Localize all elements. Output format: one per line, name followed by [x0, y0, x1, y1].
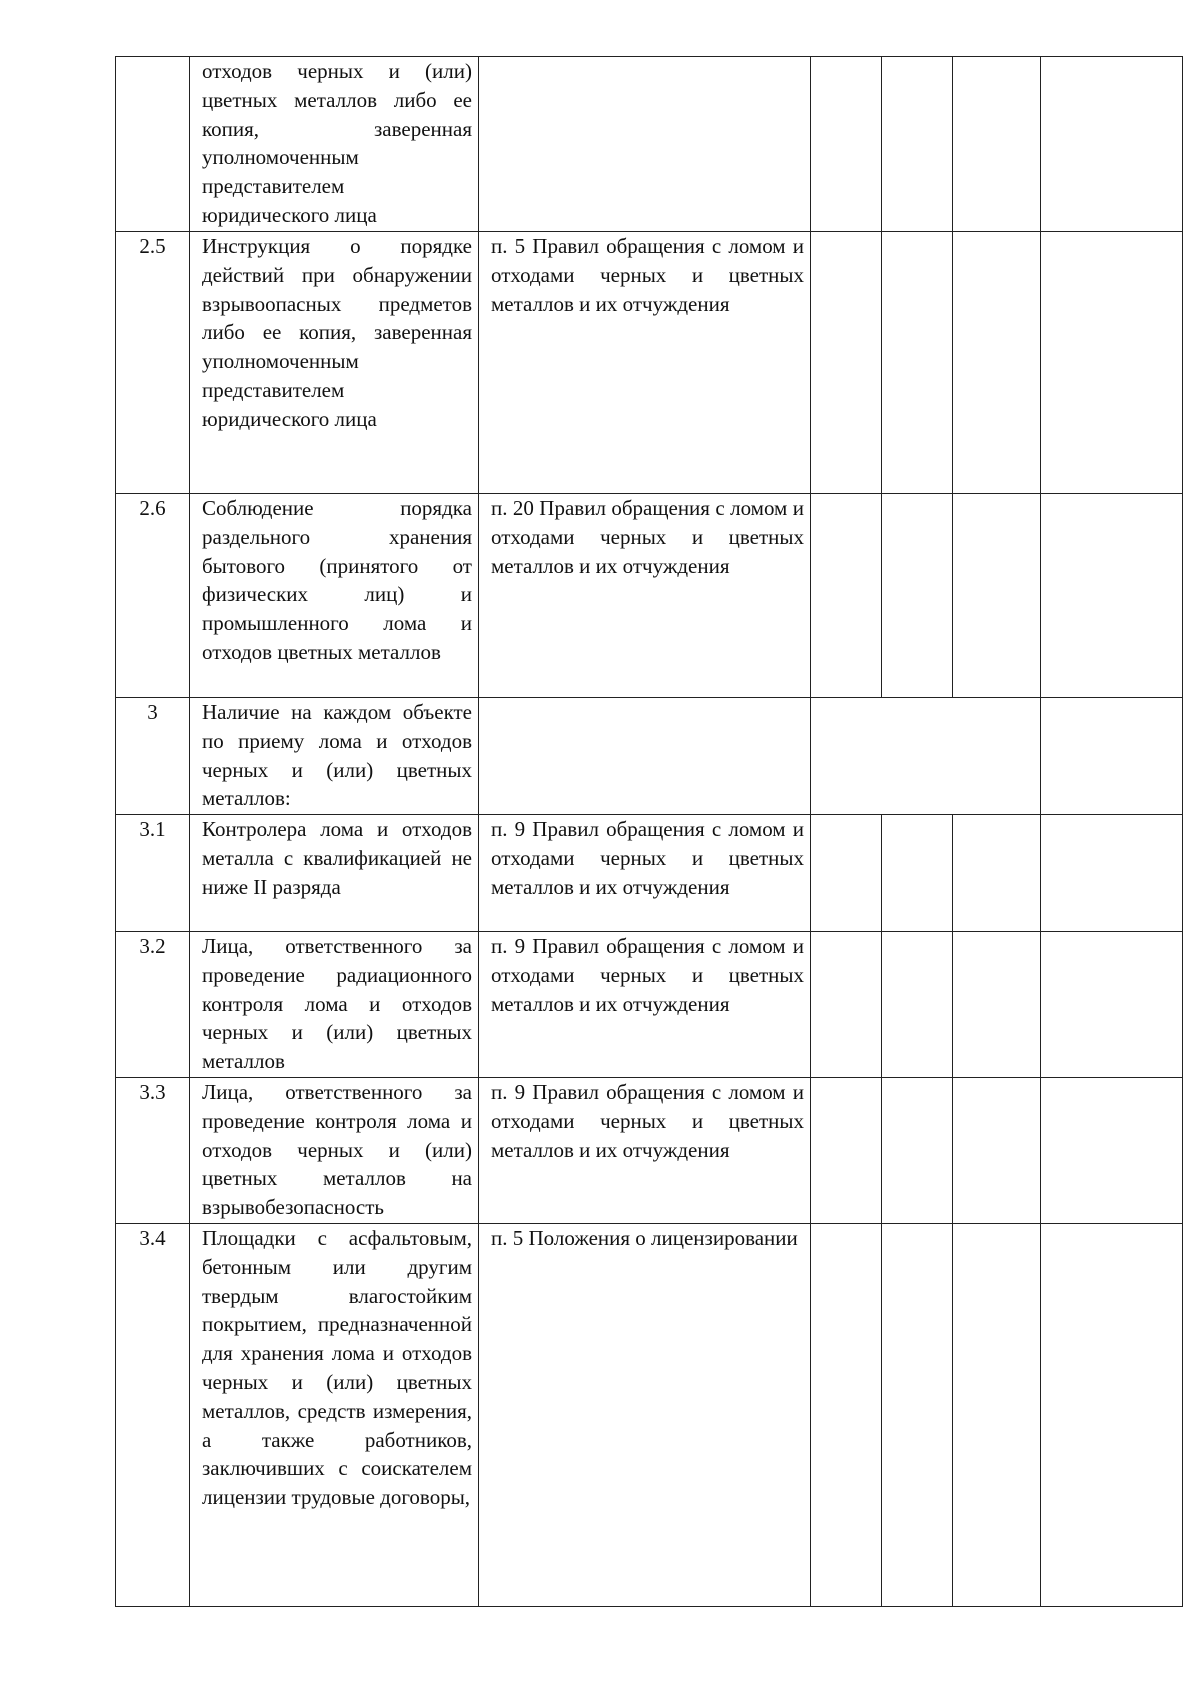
answer-cell	[882, 1224, 953, 1607]
requirement-cell	[190, 932, 479, 1078]
answer-cell	[882, 57, 953, 232]
answer-cell	[882, 494, 953, 698]
merged-answer-cell	[811, 698, 1041, 815]
table-row	[116, 494, 1183, 698]
reference-text: п. 5 Правил обращения с ломом и отходами черных и цветных металлов и их отчуждения	[491, 234, 804, 316]
row-number: 3.4	[116, 1224, 190, 1607]
answer-cell	[882, 1078, 953, 1224]
section-row	[116, 698, 1183, 815]
answer-cell	[953, 232, 1041, 494]
answer-cell	[811, 57, 882, 232]
answer-cell	[953, 1078, 1041, 1224]
requirement-text: Лица, ответственного за проведение контроля лома и отходов черных и (или) цветных металлов на взрывобезопасность	[202, 1080, 472, 1220]
comment-cell	[1041, 494, 1183, 698]
requirement-text: отходов черных и (или) цветных металлов либо ее копия, заверенная уполномоченным представителем юридического лица	[202, 59, 472, 227]
reference-text: п. 9 Правил обращения с ломом и отходами черных и цветных металлов и их отчуждения	[491, 934, 804, 1016]
requirement-cell	[190, 57, 479, 232]
table-row	[116, 815, 1183, 932]
table-row	[116, 932, 1183, 1078]
answer-cell	[811, 1078, 882, 1224]
comment-cell	[1041, 57, 1183, 232]
requirement-cell	[190, 494, 479, 698]
reference-cell	[479, 232, 811, 494]
reference-text: п. 5 Положения о лицензировании	[491, 1226, 798, 1250]
answer-cell	[953, 57, 1041, 232]
row-number: 2.5	[116, 232, 190, 494]
row-number: 3.3	[116, 1078, 190, 1224]
reference-text: п. 20 Правил обращения с ломом и отходами черных и цветных металлов и их отчуждения	[491, 496, 804, 578]
reference-cell	[479, 698, 811, 815]
reference-cell	[479, 932, 811, 1078]
reference-cell	[479, 57, 811, 232]
row-number: 2.6	[116, 494, 190, 698]
answer-cell	[811, 1224, 882, 1607]
row-number	[116, 57, 190, 232]
answer-cell	[882, 232, 953, 494]
reference-cell	[479, 1224, 811, 1607]
answer-cell	[811, 494, 882, 698]
comment-cell	[1041, 232, 1183, 494]
answer-cell	[882, 932, 953, 1078]
reference-cell	[479, 494, 811, 698]
answer-cell	[953, 494, 1041, 698]
requirement-text: Наличие на каждом объекте по приему лома и отходов черных и (или) цветных металлов:	[202, 700, 472, 811]
requirement-cell	[190, 1224, 479, 1607]
requirement-text: Контролера лома и отходов металла с квалификацией не ниже II разряда	[202, 817, 472, 899]
requirement-cell	[190, 698, 479, 815]
requirement-text: Инструкция о порядке действий при обнаружении взрывоопасных предметов либо ее копия, заверенная уполномоченным представителем юридического лица	[202, 234, 472, 431]
reference-text: п. 9 Правил обращения с ломом и отходами черных и цветных металлов и их отчуждения	[491, 817, 804, 899]
table-row	[116, 57, 1183, 232]
row-number: 3.1	[116, 815, 190, 932]
answer-cell	[882, 815, 953, 932]
answer-cell	[953, 815, 1041, 932]
table-row	[116, 1224, 1183, 1607]
requirement-text: Площадки с асфальтовым, бетонным или другим твердым влагостойким покрытием, предназначенной для хранения лома и отходов черных и (или) цветных металлов, средств измерения, а также работников, заключивших с соискателем лицензии трудовые договоры,	[202, 1226, 472, 1510]
comment-cell	[1041, 1224, 1183, 1607]
row-number: 3.2	[116, 932, 190, 1078]
table-row	[116, 232, 1183, 494]
table-row	[116, 1078, 1183, 1224]
answer-cell	[953, 932, 1041, 1078]
comment-cell	[1041, 932, 1183, 1078]
reference-cell	[479, 1078, 811, 1224]
row-number: 3	[116, 698, 190, 815]
requirement-cell	[190, 815, 479, 932]
requirement-text: Соблюдение порядка раздельного хранения бытового (принятого от физических лиц) и промышленного лома и отходов цветных металлов	[202, 496, 472, 664]
answer-cell	[811, 815, 882, 932]
reference-text: п. 9 Правил обращения с ломом и отходами черных и цветных металлов и их отчуждения	[491, 1080, 804, 1162]
requirement-cell	[190, 232, 479, 494]
comment-cell	[1041, 1078, 1183, 1224]
comment-cell	[1041, 698, 1183, 815]
reference-cell	[479, 815, 811, 932]
comment-cell	[1041, 815, 1183, 932]
answer-cell	[811, 232, 882, 494]
answer-cell	[811, 932, 882, 1078]
requirement-text: Лица, ответственного за проведение радиационного контроля лома и отходов черных и (или) цветных металлов	[202, 934, 472, 1074]
answer-cell	[953, 1224, 1041, 1607]
checklist-table	[115, 56, 1183, 1607]
requirement-cell	[190, 1078, 479, 1224]
